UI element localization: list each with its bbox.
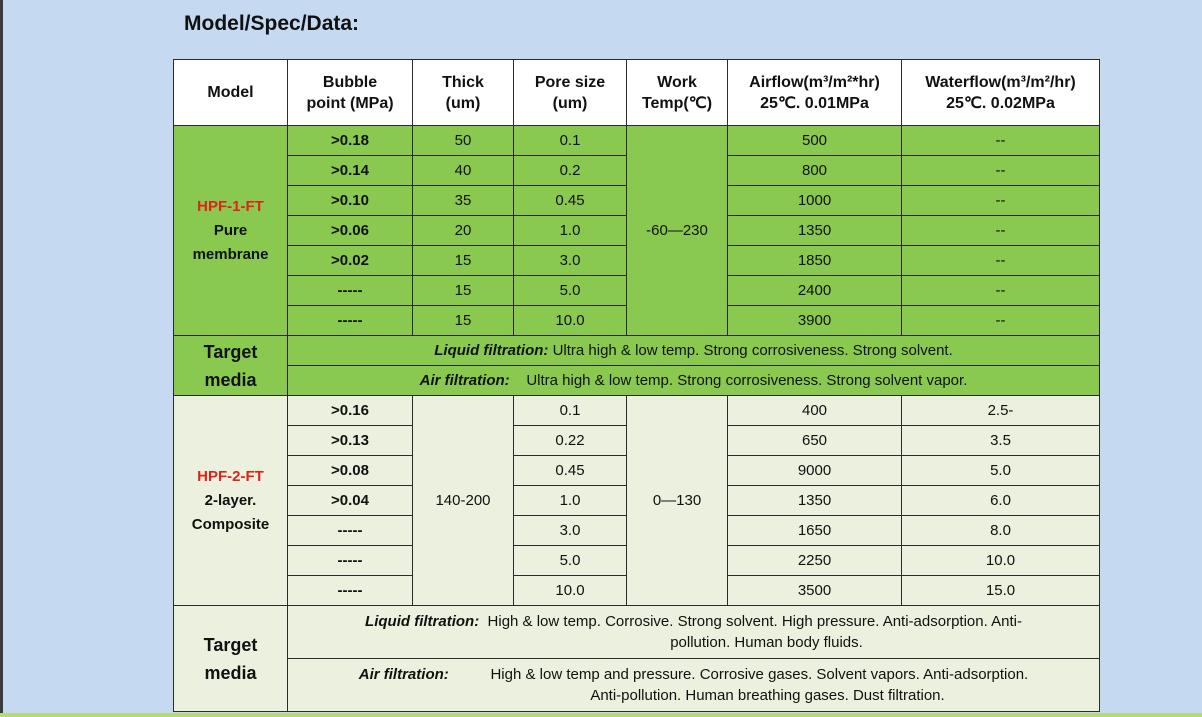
- table-row: >0.06 20 1.0 1350 --: [174, 216, 1100, 246]
- target-media-row: [174, 336, 1100, 366]
- table-row: >0.08 0.45 9000 5.0: [174, 456, 1100, 486]
- model-cell-hpf-2-ft: HPF-2-FT 2-layer. Composite: [174, 396, 288, 606]
- table-row: ----- 3.0 1650 8.0: [174, 516, 1100, 546]
- work-temp-cell: -60—230: [627, 126, 728, 336]
- col-pore-size: Pore size (um): [514, 60, 627, 126]
- table-row: >0.10 35 0.45 1000 --: [174, 186, 1100, 216]
- table-row: >0.14 40 0.2 800 --: [174, 156, 1100, 186]
- table-row: >0.02 15 3.0 1850 --: [174, 246, 1100, 276]
- table-row: ----- 10.0 3500 15.0: [174, 576, 1100, 606]
- model-cell-hpf-1-ft: HPF-1-FT Pure membrane: [174, 126, 288, 336]
- liquid-filtration-text: Liquid filtration: High & low temp. Corrosive. Strong solvent. High pressure. Anti-adsorption. Anti- pollution. Human body fluids.: [288, 606, 1100, 659]
- table-row: >0.04 1.0 1350 6.0: [174, 486, 1100, 516]
- target-media-label: Target media: [174, 606, 288, 712]
- air-filtration-text: Air filtration: Ultra high & low temp. Strong corrosiveness. Strong solvent vapor.: [288, 366, 1100, 396]
- col-thick: Thick (um): [413, 60, 514, 126]
- page-title: Model/Spec/Data:: [184, 12, 360, 35]
- table-row: >0.13 0.22 650 3.5: [174, 426, 1100, 456]
- table-row: HPF-1-FT Pure membrane >0.18 50 0.1 -60—230 500 --: [174, 126, 1100, 156]
- table-row: ----- 15 5.0 2400 --: [174, 276, 1100, 306]
- work-temp-cell: 0—130: [627, 396, 728, 606]
- col-work-temp: Work Temp(℃): [627, 60, 728, 126]
- col-model: Model: [174, 60, 288, 126]
- col-waterflow: Waterflow(m³/m²/hr) 25℃. 0.02MPa: [902, 60, 1100, 126]
- target-media-label: Target media: [174, 336, 288, 396]
- table-row: ----- 15 10.0 3900 --: [174, 306, 1100, 336]
- target-media-row: [174, 659, 1100, 712]
- liquid-filtration-text: Liquid filtration: Ultra high & low temp. Strong corrosiveness. Strong solvent.: [288, 336, 1100, 366]
- target-media-row: [174, 366, 1100, 396]
- target-media-row: [174, 606, 1100, 659]
- table-row: ----- 5.0 2250 10.0: [174, 546, 1100, 576]
- thick-cell: 140-200: [413, 396, 514, 606]
- header-row: [174, 60, 1100, 126]
- bottom-edge-strip: [0, 713, 1202, 717]
- spec-table: [173, 59, 1100, 712]
- col-bubble-point: Bubble point (MPa): [288, 60, 413, 126]
- window-left-edge: [0, 0, 3, 717]
- table-row: HPF-2-FT 2-layer. Composite >0.16 140-200 0.1 0—130 400 2.5-: [174, 396, 1100, 426]
- col-airflow: Airflow(m³/m²*hr) 25℃. 0.01MPa: [728, 60, 902, 126]
- air-filtration-text: Air filtration: High & low temp and pressure. Corrosive gases. Solvent vapors. Anti-adsorption. Anti-pollution. Human breathing gases. Dust filtration.: [288, 659, 1100, 712]
